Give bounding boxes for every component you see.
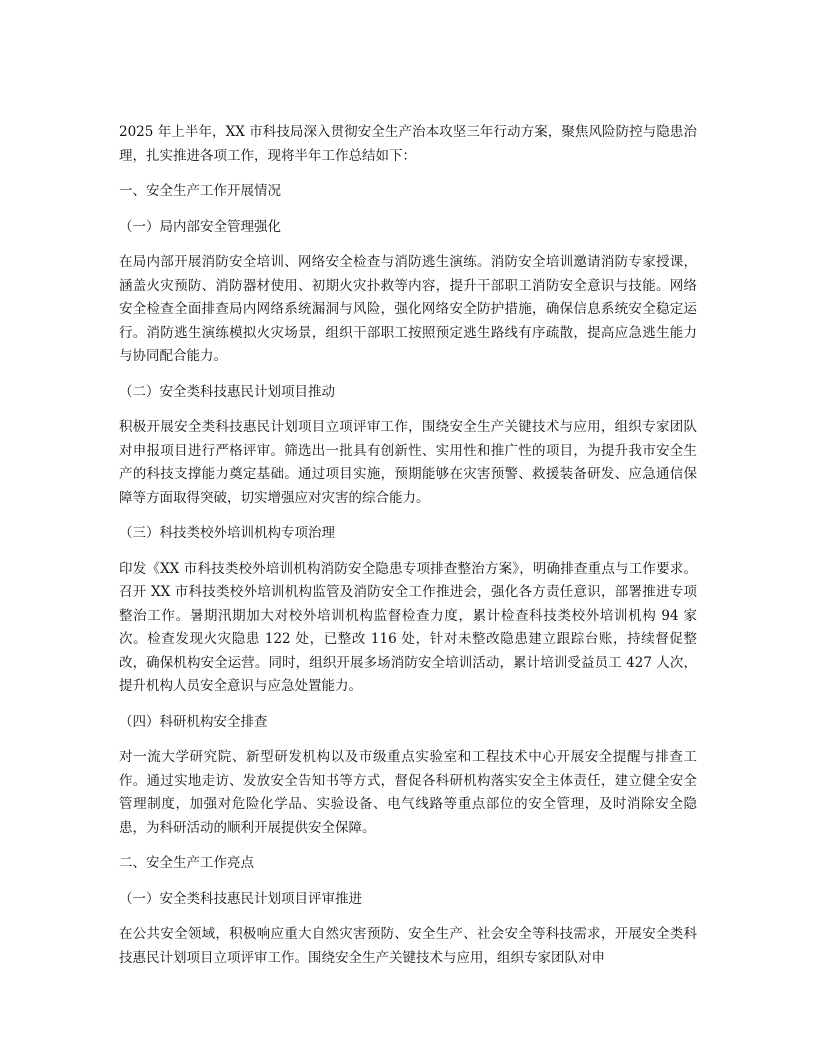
- subsection-1-3-heading: （三）科技类校外培训机构专项治理: [119, 525, 335, 541]
- subsection-1-3-body: 印发《XX 市科技类校外培训机构消防安全隐患专项排查整治方案》，明确排查重点与工作要求。召开 XX 市科技类校外培训机构监管及消防安全工作推进会，强化各方责任意识，部署推进专项整治工作。暑期汛期加大对校外培训机构监督检查力度，累计检查科技类校外培训机构 94 家次。检查发现火灾隐患 122 处，已整改 116 处，针对未整改隐患建立跟踪台账，持续督促整改，确保机构安全运营。同时，组织开展多场消防安全培训活动，累计培训受益员工 427 人次，提升机构人员安全意识与应急处置能力。: [119, 560, 697, 694]
- section-1-heading: 一、安全生产工作开展情况: [119, 183, 281, 199]
- intro-paragraph: 2025 年上半年，XX 市科技局深入贯彻安全生产治本攻坚三年行动方案，聚焦风险防控与隐患治理，扎实推进各项工作，现将半年工作总结如下：: [119, 124, 697, 164]
- subsection-2-1-heading: （一）安全类科技惠民计划项目评审推进: [119, 890, 362, 907]
- subsection-1-2-heading: （二）安全类科技惠民计划项目推动: [119, 383, 335, 400]
- subsection-2-1-body: 在公共安全领域，积极响应重大自然灾害预防、安全生产、社会安全等科技需求，开展安全类科技惠民计划项目立项评审工作。围绕安全生产关键技术与应用，组织专家团队对申: [119, 926, 697, 966]
- subsection-1-4-body: 对一流大学研究院、新型研发机构以及市级重点实验室和工程技术中心开展安全提醒与排查工作。通过实地走访、发放安全告知书等方式，督促各科研机构落实安全主体责任，建立健全安全管理制度，加强对危险化学品、实验设备、电气线路等重点部位的安全管理，及时消除安全隐患，为科研活动的顺利开展提供安全保障。: [119, 749, 697, 836]
- subsection-1-1-body: 在局内部开展消防安全培训、网络安全检查与消防逃生演练。消防安全培训邀请消防专家授课，涵盖火灾预防、消防器材使用、初期火灾扑救等内容，提升干部职工消防安全意识与技能。网络安全检查全面排查局内网络系统漏洞与风险，强化网络安全防护措施，确保信息系统安全稳定运行。消防逃生演练模拟火灾场景，组织干部职工按照预定逃生路线有序疏散，提高应急逃生能力与协同配合能力。: [119, 254, 697, 364]
- section-2-heading: 二、安全生产工作亮点: [119, 855, 254, 871]
- subsection-1-2-body: 积极开展安全类科技惠民计划项目立项评审工作，围绕安全生产关键技术与应用，组织专家团队对申报项目进行严格评审。筛选出一批具有创新性、实用性和推广性的项目，为提升我市安全生产的科技支撑能力奠定基础。通过项目实施，预期能够在灾害预警、救援装备研发、应急通信保障等方面取得突破，切实增强应对灾害的综合能力。: [119, 419, 697, 506]
- document-page: [119, 121, 697, 982]
- subsection-1-1-heading: （一）局内部安全管理强化: [119, 218, 281, 235]
- subsection-1-4-heading: （四）科研机构安全排查: [119, 713, 268, 730]
